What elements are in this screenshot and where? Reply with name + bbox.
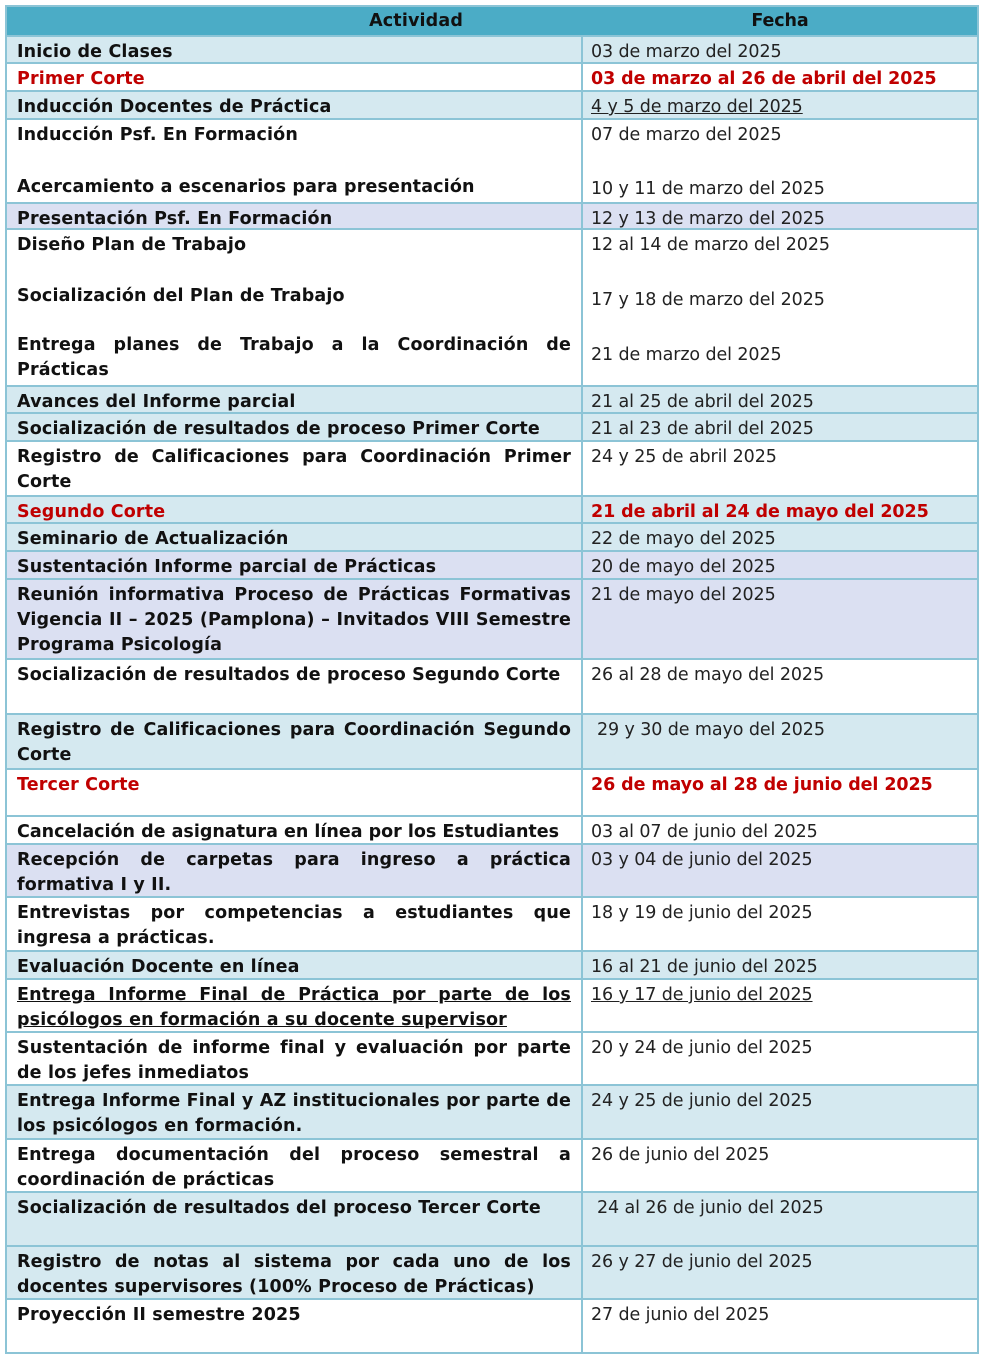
activity-cell: Avances del Informe parcial [7,387,583,412]
date-cell: 03 y 04 de junio del 2025 [591,850,813,870]
date-cell: 18 y 19 de junio del 2025 [591,903,813,923]
table-row [7,524,977,552]
activity-cell: Reunión informativa Proceso de Prácticas Formativas Vigencia II – 2025 (Pamplona) – Invitados VIII Semestre Programa Psicología [7,580,583,658]
table-row [7,898,977,952]
activity-text: Entrega planes de Trabajo a la Coordinación de Prácticas [17,335,571,380]
activity-cell: Sustentación de informe final y evaluación por parte de los jefes inmediatos [7,1033,583,1084]
activity-cell: Recepción de carpetas para ingreso a práctica formativa I y II. [7,845,583,896]
table-header-row [7,7,977,37]
activity-cell: Segundo Corte [7,497,583,522]
date-cell: 24 y 25 de abril 2025 [591,447,777,467]
date-cell: 29 y 30 de mayo del 2025 [597,720,825,740]
activity-text: Socialización del Plan de Trabajo [17,285,345,306]
table-row [7,817,977,845]
table-row [7,442,977,497]
activity-text: Diseño Plan de Trabajo [17,235,247,255]
date-cell: 21 al 25 de abril del 2025 [591,392,814,412]
table-row-tercer-corte [7,770,977,817]
table-row [7,387,977,414]
activity-text: Inducción Psf. En Formación [17,125,298,145]
table-row [7,1193,977,1247]
date-cell: 26 de junio del 2025 [591,1145,770,1165]
activity-cell: Entrega Informe Final de Práctica por parte de los psicólogos en formación a su docente supervisor [7,980,583,1031]
date-cell: 12 y 13 de marzo del 2025 [591,209,825,229]
date-cell: 24 y 25 de junio del 2025 [591,1091,813,1111]
table-row [7,660,977,715]
activity-cell: Socialización de resultados del proceso Tercer Corte [7,1193,583,1245]
date-cell: 22 de mayo del 2025 [591,529,776,549]
date-cell [583,230,977,385]
date-cell: 24 al 26 de junio del 2025 [597,1198,824,1218]
date-cell: 4 y 5 de marzo del 2025 [591,97,803,117]
table-row [7,1300,977,1352]
table-row [7,1086,977,1140]
table-row [7,715,977,770]
table-row-segundo-corte [7,497,977,524]
table-row [7,952,977,980]
table-row [7,414,977,442]
activity-cell: Presentación Psf. En Formación [7,204,583,228]
date-cell: 21 al 23 de abril del 2025 [591,419,814,439]
date-text: 21 de marzo del 2025 [591,345,782,365]
date-cell: 03 de marzo del 2025 [591,42,782,62]
table-row [7,1247,977,1300]
table-row [7,1140,977,1193]
table-row [7,980,977,1033]
date-cell: 26 de mayo al 28 de junio del 2025 [591,775,933,795]
date-cell: 27 de junio del 2025 [591,1305,770,1325]
table-row [7,202,977,230]
table-row [7,120,977,202]
date-cell: 03 al 07 de junio del 2025 [591,822,818,842]
date-text: 12 al 14 de marzo del 2025 [591,235,830,255]
activity-cell: Inicio de Clases [7,37,583,62]
activity-cell: Inducción Docentes de Práctica [7,92,583,118]
activity-cell: Socialización de resultados de proceso Primer Corte [7,414,583,440]
activity-cell: Evaluación Docente en línea [7,952,583,978]
date-cell: 21 de mayo del 2025 [591,585,776,605]
activity-cell: Entrevistas por competencias a estudiantes que ingresa a prácticas. [7,898,583,950]
date-cell: 26 y 27 de junio del 2025 [591,1252,813,1272]
date-cell [583,120,977,202]
column-header-date: Fecha [751,11,809,31]
activity-text: Acercamiento a escenarios para presentación [17,177,475,197]
activity-cell: Entrega Informe Final y AZ institucionales por parte de los psicólogos en formación. [7,1086,583,1138]
date-cell: 20 y 24 de junio del 2025 [591,1038,813,1058]
activity-cell: Registro de notas al sistema por cada uno de los docentes supervisores (100% Proceso de Prácticas) [7,1247,583,1298]
date-cell: 03 de marzo al 26 de abril del 2025 [591,69,937,89]
date-cell: 20 de mayo del 2025 [591,557,776,577]
date-text: 10 y 11 de marzo del 2025 [591,179,825,199]
activity-cell [7,230,583,385]
date-text: 07 de marzo del 2025 [591,125,782,145]
table-row [7,580,977,660]
activity-cell: Cancelación de asignatura en línea por los Estudiantes [7,817,583,843]
activity-cell: Registro de Calificaciones para Coordinación Segundo Corte [7,715,583,768]
date-cell: 16 y 17 de junio del 2025 [591,985,813,1005]
table-row-primer-corte [7,64,977,92]
activity-cell: Registro de Calificaciones para Coordinación Primer Corte [7,442,583,495]
activity-cell: Proyección II semestre 2025 [7,1300,583,1352]
activity-cell: Entrega documentación del proceso semestral a coordinación de prácticas [7,1140,583,1191]
date-cell: 21 de abril al 24 de mayo del 2025 [591,502,929,522]
activity-cell: Tercer Corte [7,770,583,815]
activity-cell [7,120,583,202]
activity-schedule-table [5,5,979,1354]
table-row [7,845,977,898]
table-row [7,552,977,580]
activity-cell: Seminario de Actualización [7,524,583,550]
date-cell: 16 al 21 de junio del 2025 [591,957,818,977]
table-row-group [7,230,977,387]
table-row [7,92,977,120]
activity-cell: Socialización de resultados de proceso Segundo Corte [7,660,583,713]
column-header-activity: Actividad [7,7,583,35]
activity-cell: Primer Corte [7,64,583,90]
date-cell: 26 al 28 de mayo del 2025 [591,665,824,685]
activity-cell: Sustentación Informe parcial de Prácticas [7,552,583,578]
date-text: 17 y 18 de marzo del 2025 [591,290,825,310]
table-row [7,37,977,64]
table-row [7,1033,977,1086]
